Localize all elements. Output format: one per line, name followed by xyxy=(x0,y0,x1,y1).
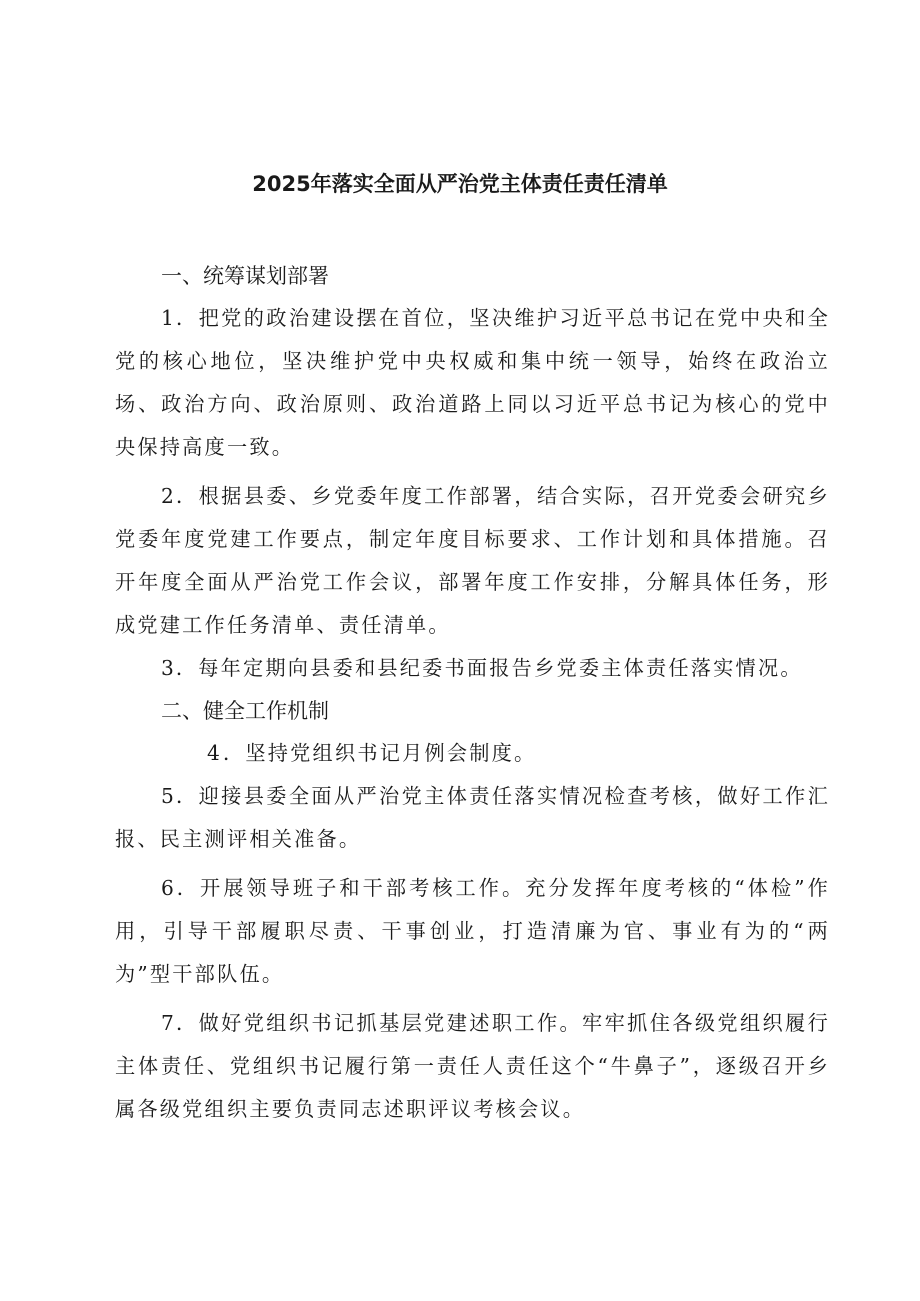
list-item-7 xyxy=(115,1002,830,1131)
item-separator: ． xyxy=(175,656,199,680)
item-number: 2 xyxy=(161,484,176,508)
item-text: 做好党组织书记抓基层党建述职工作。牢牢抓住各级党组织履行主体责任、党组织书记履行第一责任人责任这个“牛鼻子”，逐级召开乡属各级党组织主要负责同志述职评议考核会议。 xyxy=(115,1011,831,1121)
item-number: 3 xyxy=(161,656,176,680)
item-number: 7 xyxy=(161,1011,176,1035)
item-number: 5 xyxy=(161,784,176,808)
item-number: 6 xyxy=(161,876,176,900)
item-text: 坚持党组织书记月例会制度。 xyxy=(245,741,537,765)
section-heading-2: 二、健全工作机制 xyxy=(161,699,329,723)
item-text: 根据县委、乡党委年度工作部署，结合实际，召开党委会研究乡党委年度党建工作要点，制定年度目标要求、工作计划和具体措施。召开年度全面从严治党工作会议，部署年度工作安排，分解具体任务，形成党建工作任务清单、责任清单。 xyxy=(115,484,831,637)
item-separator: ． xyxy=(223,741,246,765)
item-text: 开展领导班子和干部考核工作。充分发挥年度考核的“体检”作用，引导干部履职尽责、干事创业，打造清廉为官、事业有为的“两为”型干部队伍。 xyxy=(115,876,830,986)
item-separator: ． xyxy=(175,306,199,330)
list-item-3 xyxy=(115,647,830,690)
section-heading-1: 一、统筹谋划部署 xyxy=(161,264,329,288)
item-separator: ． xyxy=(175,484,199,508)
item-number: 1 xyxy=(161,306,176,330)
item-number: 4 xyxy=(207,741,222,765)
list-item-4 xyxy=(115,732,830,775)
list-item-5 xyxy=(115,775,830,861)
item-separator: ． xyxy=(175,784,199,808)
item-text: 每年定期向县委和县纪委书面报告乡党委主体责任落实情况。 xyxy=(198,656,803,680)
document-body xyxy=(115,255,830,1131)
item-text: 迎接县委全面从严治党主体责任落实情况检查考核，做好工作汇报、民主测评相关准备。 xyxy=(115,784,831,851)
item-separator: ． xyxy=(175,1011,199,1035)
list-item-6 xyxy=(115,867,830,996)
item-text: 把党的政治建设摆在首位，坚决维护习近平总书记在党中央和全党的核心地位，坚决维护党中央权威和集中统一领导，始终在政治立场、政治方向、政治原则、政治道路上同以习近平总书记为核心的党中央保持高度一致。 xyxy=(115,306,831,459)
list-item-1 xyxy=(115,297,830,469)
list-item-2 xyxy=(115,475,830,647)
document-title: 2025年落实全面从严治党主体责任责任清单 xyxy=(252,172,668,196)
item-separator: ． xyxy=(175,876,200,900)
